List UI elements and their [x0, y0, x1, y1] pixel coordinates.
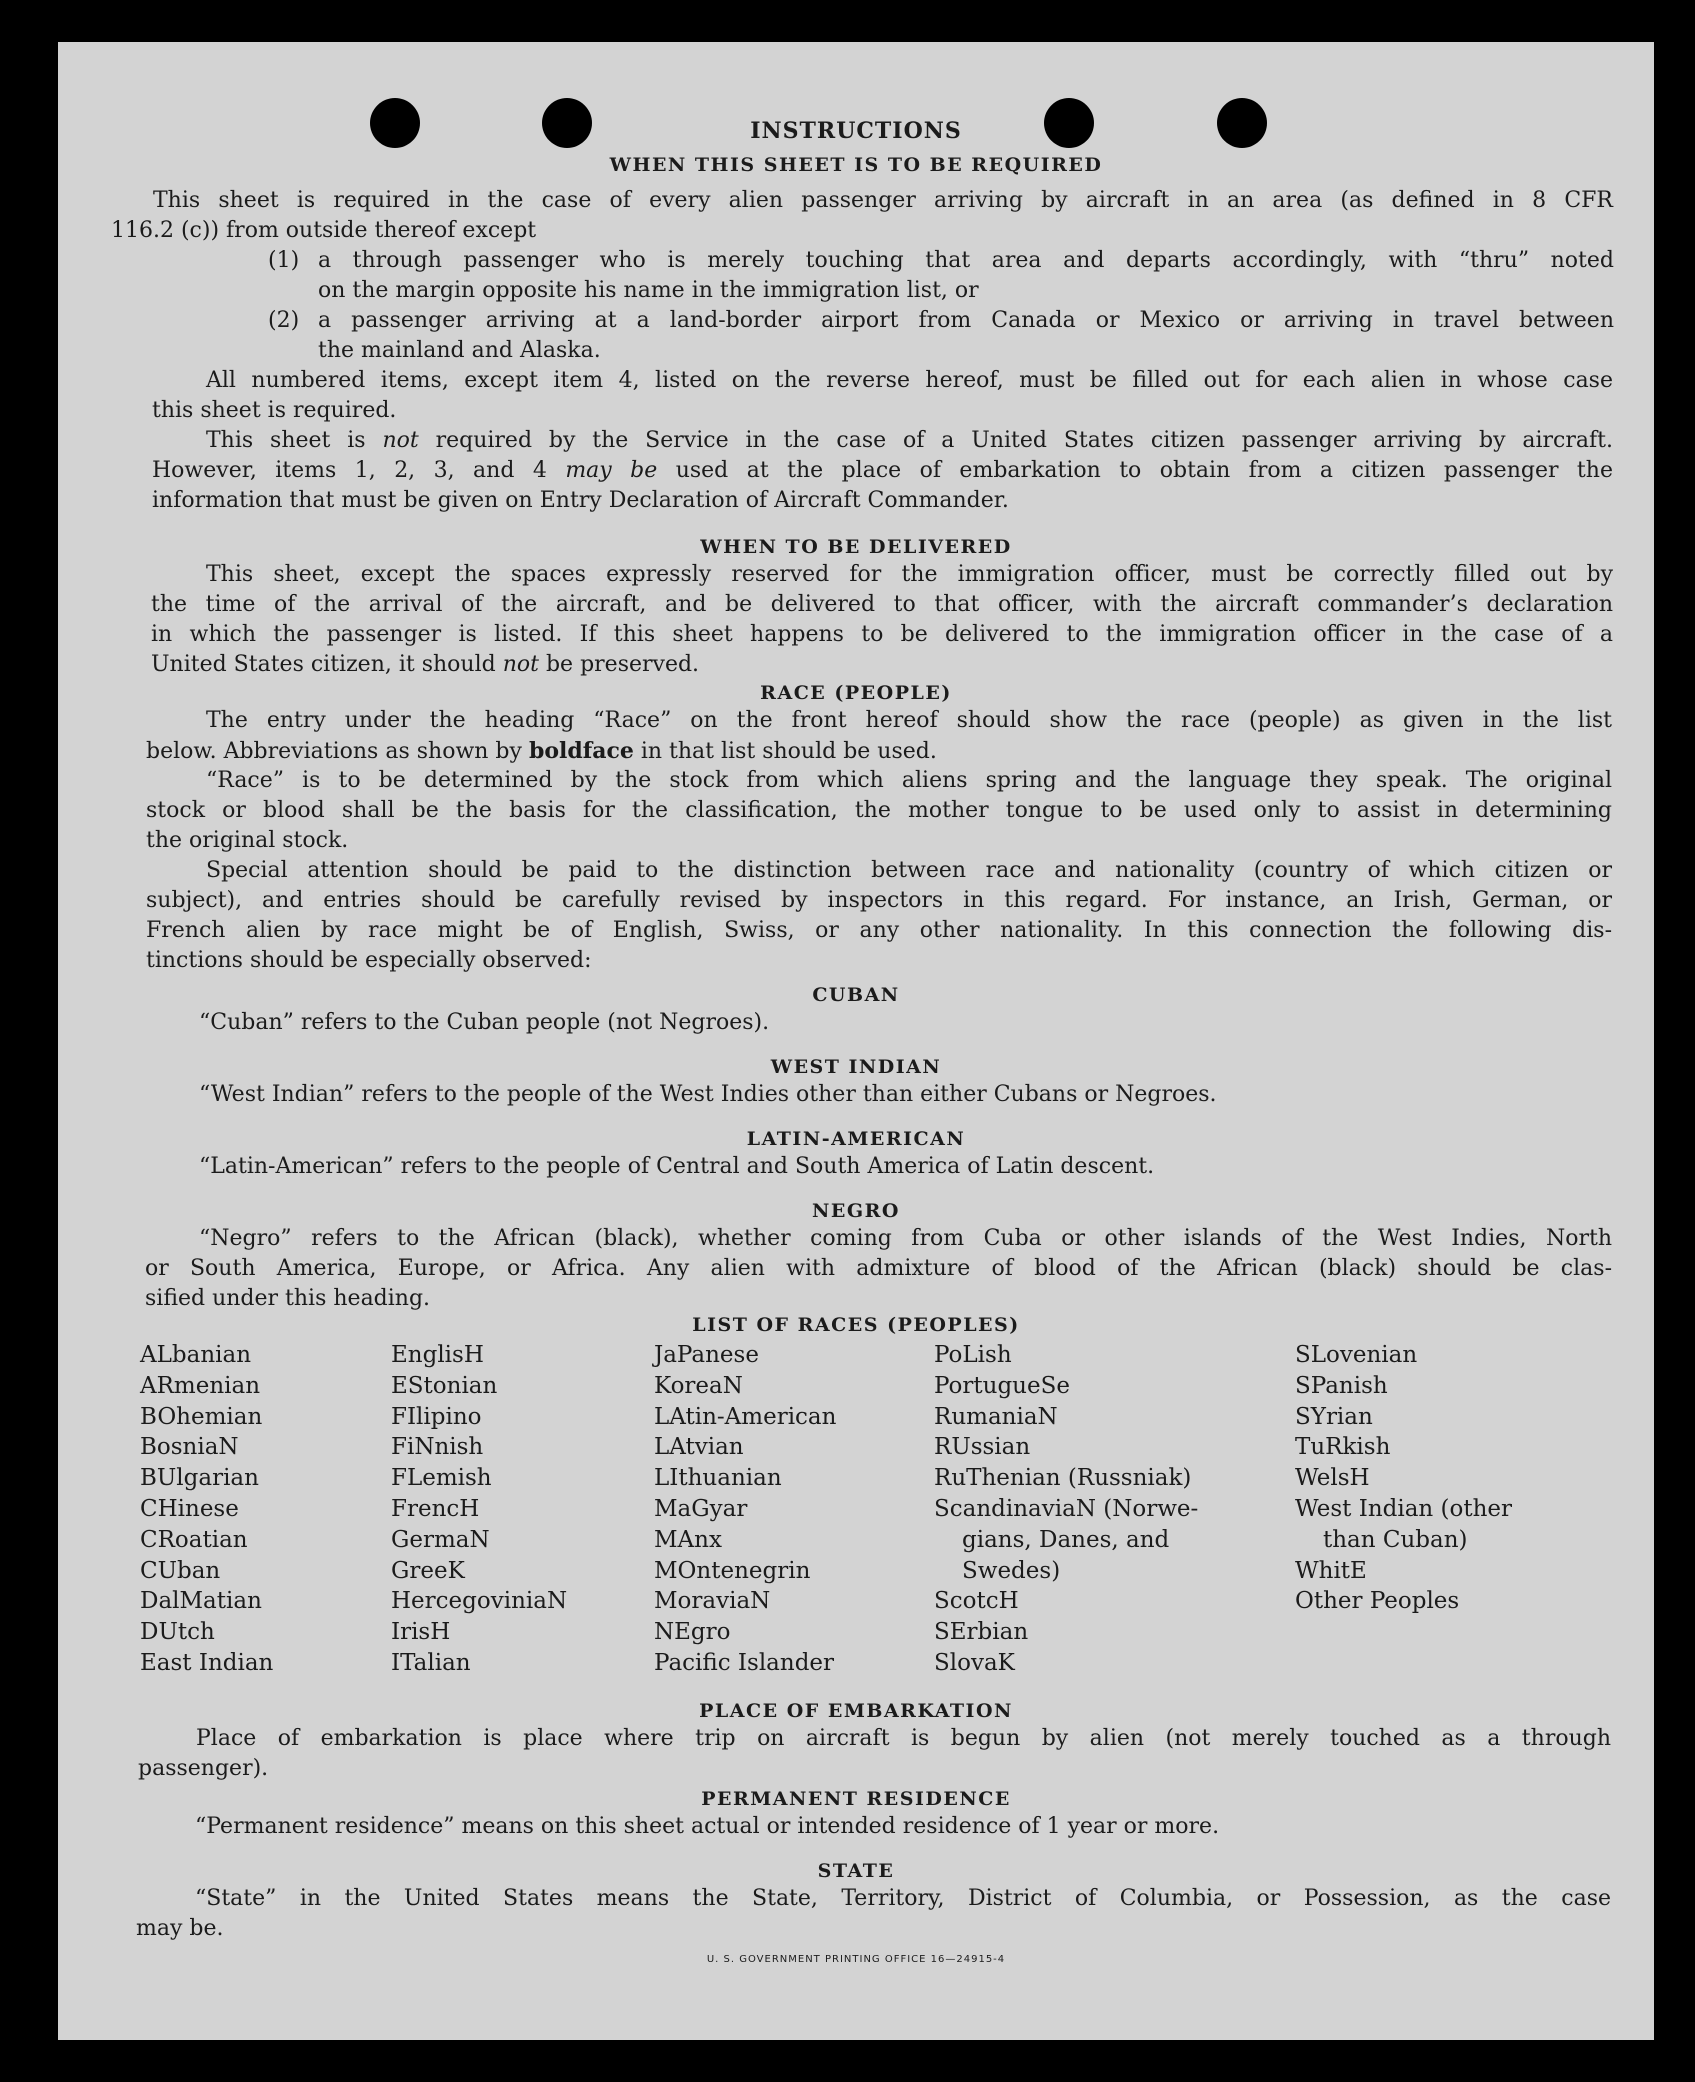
race-entry: LAtvian	[654, 1434, 744, 1461]
race-entry: IrisH	[391, 1619, 451, 1646]
text-line: below. Abbreviations as shown by boldface in that list should be used.	[146, 738, 937, 764]
paragraph-west-indian: “West Indian” refers to the people of the West Indies other than either Cubans or Negroes.	[199, 1082, 1217, 1107]
heading-negro: NEGRO	[812, 1200, 900, 1222]
race-entry: RumaniaN	[934, 1403, 1058, 1430]
text-line: in which the passenger is listed. If this sheet happens to be delivered to the immigration officer in the case of a	[151, 622, 1613, 647]
race-entry: CUban	[140, 1557, 221, 1584]
text-line: this sheet is required.	[152, 398, 397, 423]
text-line: subject), and entries should be carefully revised by inspectors in this regard. For instance, an Irish, German, or	[146, 888, 1612, 913]
race-entry: BUlgarian	[140, 1465, 259, 1492]
text-line: All numbered items, except item 4, listed on the reverse hereof, must be filled out for each alien in whose case	[206, 368, 1613, 393]
heading-when-delivered: WHEN TO BE DELIVERED	[700, 536, 1012, 558]
race-entry: SErbian	[934, 1619, 1029, 1646]
race-entry: KoreaN	[654, 1372, 743, 1399]
race-entry: FIlipino	[391, 1403, 482, 1430]
race-entry: HercegoviniaN	[391, 1588, 568, 1615]
paragraph-race-nationality	[146, 856, 1612, 976]
text-line: “State” in the United States means the State, Territory, District of Columbia, or Possession, as the case	[195, 1886, 1611, 1911]
race-entry: BosniaN	[140, 1434, 239, 1461]
text-line: may be.	[136, 1916, 224, 1941]
race-entry: West Indian (other	[1295, 1495, 1513, 1522]
race-entry: MAnx	[654, 1526, 722, 1553]
text-line: a through passenger who is merely touching that area and departs accordingly, with “thru” noted	[318, 248, 1614, 273]
text-line: However, items 1, 2, 3, and 4 may be used at the place of embarkation to obtain from a citizen passenger the	[152, 458, 1613, 483]
heading-cuban: CUBAN	[812, 984, 900, 1006]
text-line: This sheet, except the spaces expressly reserved for the immigration officer, must be correctly filled out by	[206, 562, 1613, 587]
text-line: This sheet is not required by the Service in the case of a United States citizen passenger arriving by aircraft.	[206, 428, 1613, 453]
races-column-1	[140, 1340, 273, 1679]
paragraph-embarkation	[138, 1724, 1611, 1784]
paragraph-state	[136, 1884, 1611, 1944]
race-entry: WelsH	[1295, 1465, 1370, 1492]
heading-permanent-residence: PERMANENT RESIDENCE	[701, 1788, 1011, 1810]
text-line: passenger).	[138, 1756, 269, 1781]
paragraph-citizen	[152, 426, 1613, 516]
item-number: (2)	[268, 308, 300, 333]
race-entry: MoraviaN	[654, 1588, 771, 1615]
race-entry: FLemish	[391, 1465, 492, 1492]
exception-item-2	[268, 306, 1614, 366]
race-entry: WhitE	[1295, 1557, 1367, 1584]
text-line: information that must be given on Entry Declaration of Aircraft Commander.	[152, 488, 1009, 513]
race-entry: FiNnish	[391, 1434, 484, 1461]
races-column-3	[654, 1340, 836, 1679]
race-entry: Pacific Islander	[654, 1649, 835, 1676]
race-entry: PortugueSe	[934, 1372, 1070, 1399]
race-entry: ITalian	[391, 1649, 471, 1676]
races-column-4	[934, 1340, 1198, 1679]
race-entry: MOntenegrin	[654, 1557, 811, 1584]
race-entry: SYrian	[1295, 1403, 1373, 1430]
paragraph-race-heading	[146, 706, 1612, 767]
text-line: the original stock.	[146, 828, 349, 853]
race-entry: LAtin-American	[654, 1403, 837, 1430]
text-line: “Race” is to be determined by the stock from which aliens spring and the language they speak. The original	[206, 768, 1612, 793]
race-entry: RuThenian (Russniak)	[934, 1465, 1192, 1492]
page-title: INSTRUCTIONS	[750, 118, 962, 144]
text-line: United States citizen, it should not be preserved.	[151, 652, 700, 677]
paragraph-latin-american: “Latin-American” refers to the people of Central and South America of Latin descent.	[199, 1154, 1155, 1179]
race-entry: EStonian	[391, 1372, 498, 1399]
text-line: 116.2 (c)) from outside thereof except	[111, 218, 537, 243]
text-line: on the margin opposite his name in the immigration list, or	[318, 278, 979, 303]
paragraph-race-definition	[146, 766, 1612, 856]
text-line: The entry under the heading “Race” on the front hereof should show the race (people) as given in the list	[206, 708, 1612, 733]
paragraph-negro	[145, 1224, 1612, 1314]
race-entry: ScandinaviaN (Norwe-	[934, 1495, 1199, 1522]
paragraph-residence: “Permanent residence” means on this sheet actual or intended residence of 1 year or more.	[195, 1814, 1220, 1839]
race-entry: EnglisH	[391, 1342, 484, 1368]
paragraph-required	[111, 186, 1613, 246]
race-entry: ALbanian	[140, 1342, 252, 1368]
text-line: stock or blood shall be the basis for the classification, the mother tongue to be used only to assist in determining	[146, 798, 1612, 823]
paragraph-cuban: “Cuban” refers to the Cuban people (not Negroes).	[199, 1010, 770, 1035]
heading-race: RACE (PEOPLE)	[760, 682, 952, 704]
race-entry: than Cuban)	[1323, 1526, 1468, 1553]
race-entry: ARmenian	[140, 1372, 261, 1399]
heading-embarkation: PLACE OF EMBARKATION	[699, 1700, 1013, 1722]
race-entry: MaGyar	[654, 1495, 748, 1522]
race-entry: GermaN	[391, 1526, 490, 1553]
text-line: sified under this heading.	[145, 1286, 431, 1311]
race-entry: Other Peoples	[1295, 1588, 1460, 1615]
race-entry: CRoatian	[140, 1526, 248, 1553]
race-entry: gians, Danes, and	[962, 1526, 1170, 1553]
race-entry: East Indian	[140, 1649, 274, 1676]
race-entry: SlovaK	[934, 1649, 1015, 1676]
race-entry: LIthuanian	[654, 1465, 782, 1492]
heading-latin-american: LATIN-AMERICAN	[746, 1128, 966, 1150]
race-entry: FrencH	[391, 1495, 480, 1522]
heading-when-required: WHEN THIS SHEET IS TO BE REQUIRED	[609, 154, 1103, 176]
race-entry: GreeK	[391, 1557, 465, 1584]
race-entry: RUssian	[934, 1434, 1031, 1461]
race-entry: BOhemian	[140, 1403, 263, 1430]
text-line: This sheet is required in the case of every alien passenger arriving by aircraft in an area (as defined in 8 CFR	[153, 188, 1613, 213]
heading-west-indian: WEST INDIAN	[770, 1056, 942, 1078]
race-entry: NEgro	[654, 1619, 731, 1646]
paragraph-delivered	[151, 560, 1613, 680]
races-column-2	[391, 1340, 567, 1679]
race-entry: JaPanese	[654, 1342, 759, 1368]
text-line: French alien by race might be of English, Swiss, or any other nationality. In this connection the following dis-	[146, 918, 1612, 943]
exception-item-1	[268, 246, 1614, 306]
text-line: “Negro” refers to the African (black), whether coming from Cuba or other islands of the West Indies, North	[199, 1226, 1612, 1251]
instruction-sheet	[58, 42, 1654, 2040]
text-line: the mainland and Alaska.	[318, 338, 601, 363]
race-entry: SLovenian	[1295, 1342, 1418, 1368]
race-entry: SPanish	[1295, 1372, 1388, 1399]
heading-state: STATE	[817, 1860, 895, 1882]
item-number: (1)	[268, 248, 300, 273]
text-line: Special attention should be paid to the distinction between race and nationality (country of which citizen or	[206, 858, 1612, 883]
text-line: Place of embarkation is place where trip on aircraft is begun by alien (not merely touched as a through	[196, 1726, 1611, 1751]
text-line: or South America, Europe, or Africa. Any alien with admixture of blood of the African (black) should be clas-	[145, 1256, 1612, 1281]
text-line: a passenger arriving at a land-border airport from Canada or Mexico or arriving in travel between	[318, 308, 1614, 333]
text-line: tinctions should be especially observed:	[146, 948, 592, 973]
race-entry: DUtch	[140, 1619, 215, 1646]
race-entry: CHinese	[140, 1495, 239, 1522]
race-entry: PoLish	[934, 1342, 1012, 1368]
text-line: the time of the arrival of the aircraft, and be delivered to that officer, with the aircraft commander’s declaration	[151, 592, 1613, 617]
race-entry: Swedes)	[962, 1557, 1061, 1584]
heading-list-of-races: LIST OF RACES (PEOPLES)	[692, 1314, 1020, 1336]
race-entry: TuRkish	[1295, 1434, 1391, 1461]
races-column-5	[1295, 1340, 1512, 1617]
printing-office-footer: U. S. GOVERNMENT PRINTING OFFICE 16—24915-4	[706, 1954, 1006, 1965]
race-entry: DalMatian	[140, 1588, 262, 1615]
paragraph-numbered-items	[152, 366, 1613, 426]
race-entry: ScotcH	[934, 1588, 1019, 1615]
